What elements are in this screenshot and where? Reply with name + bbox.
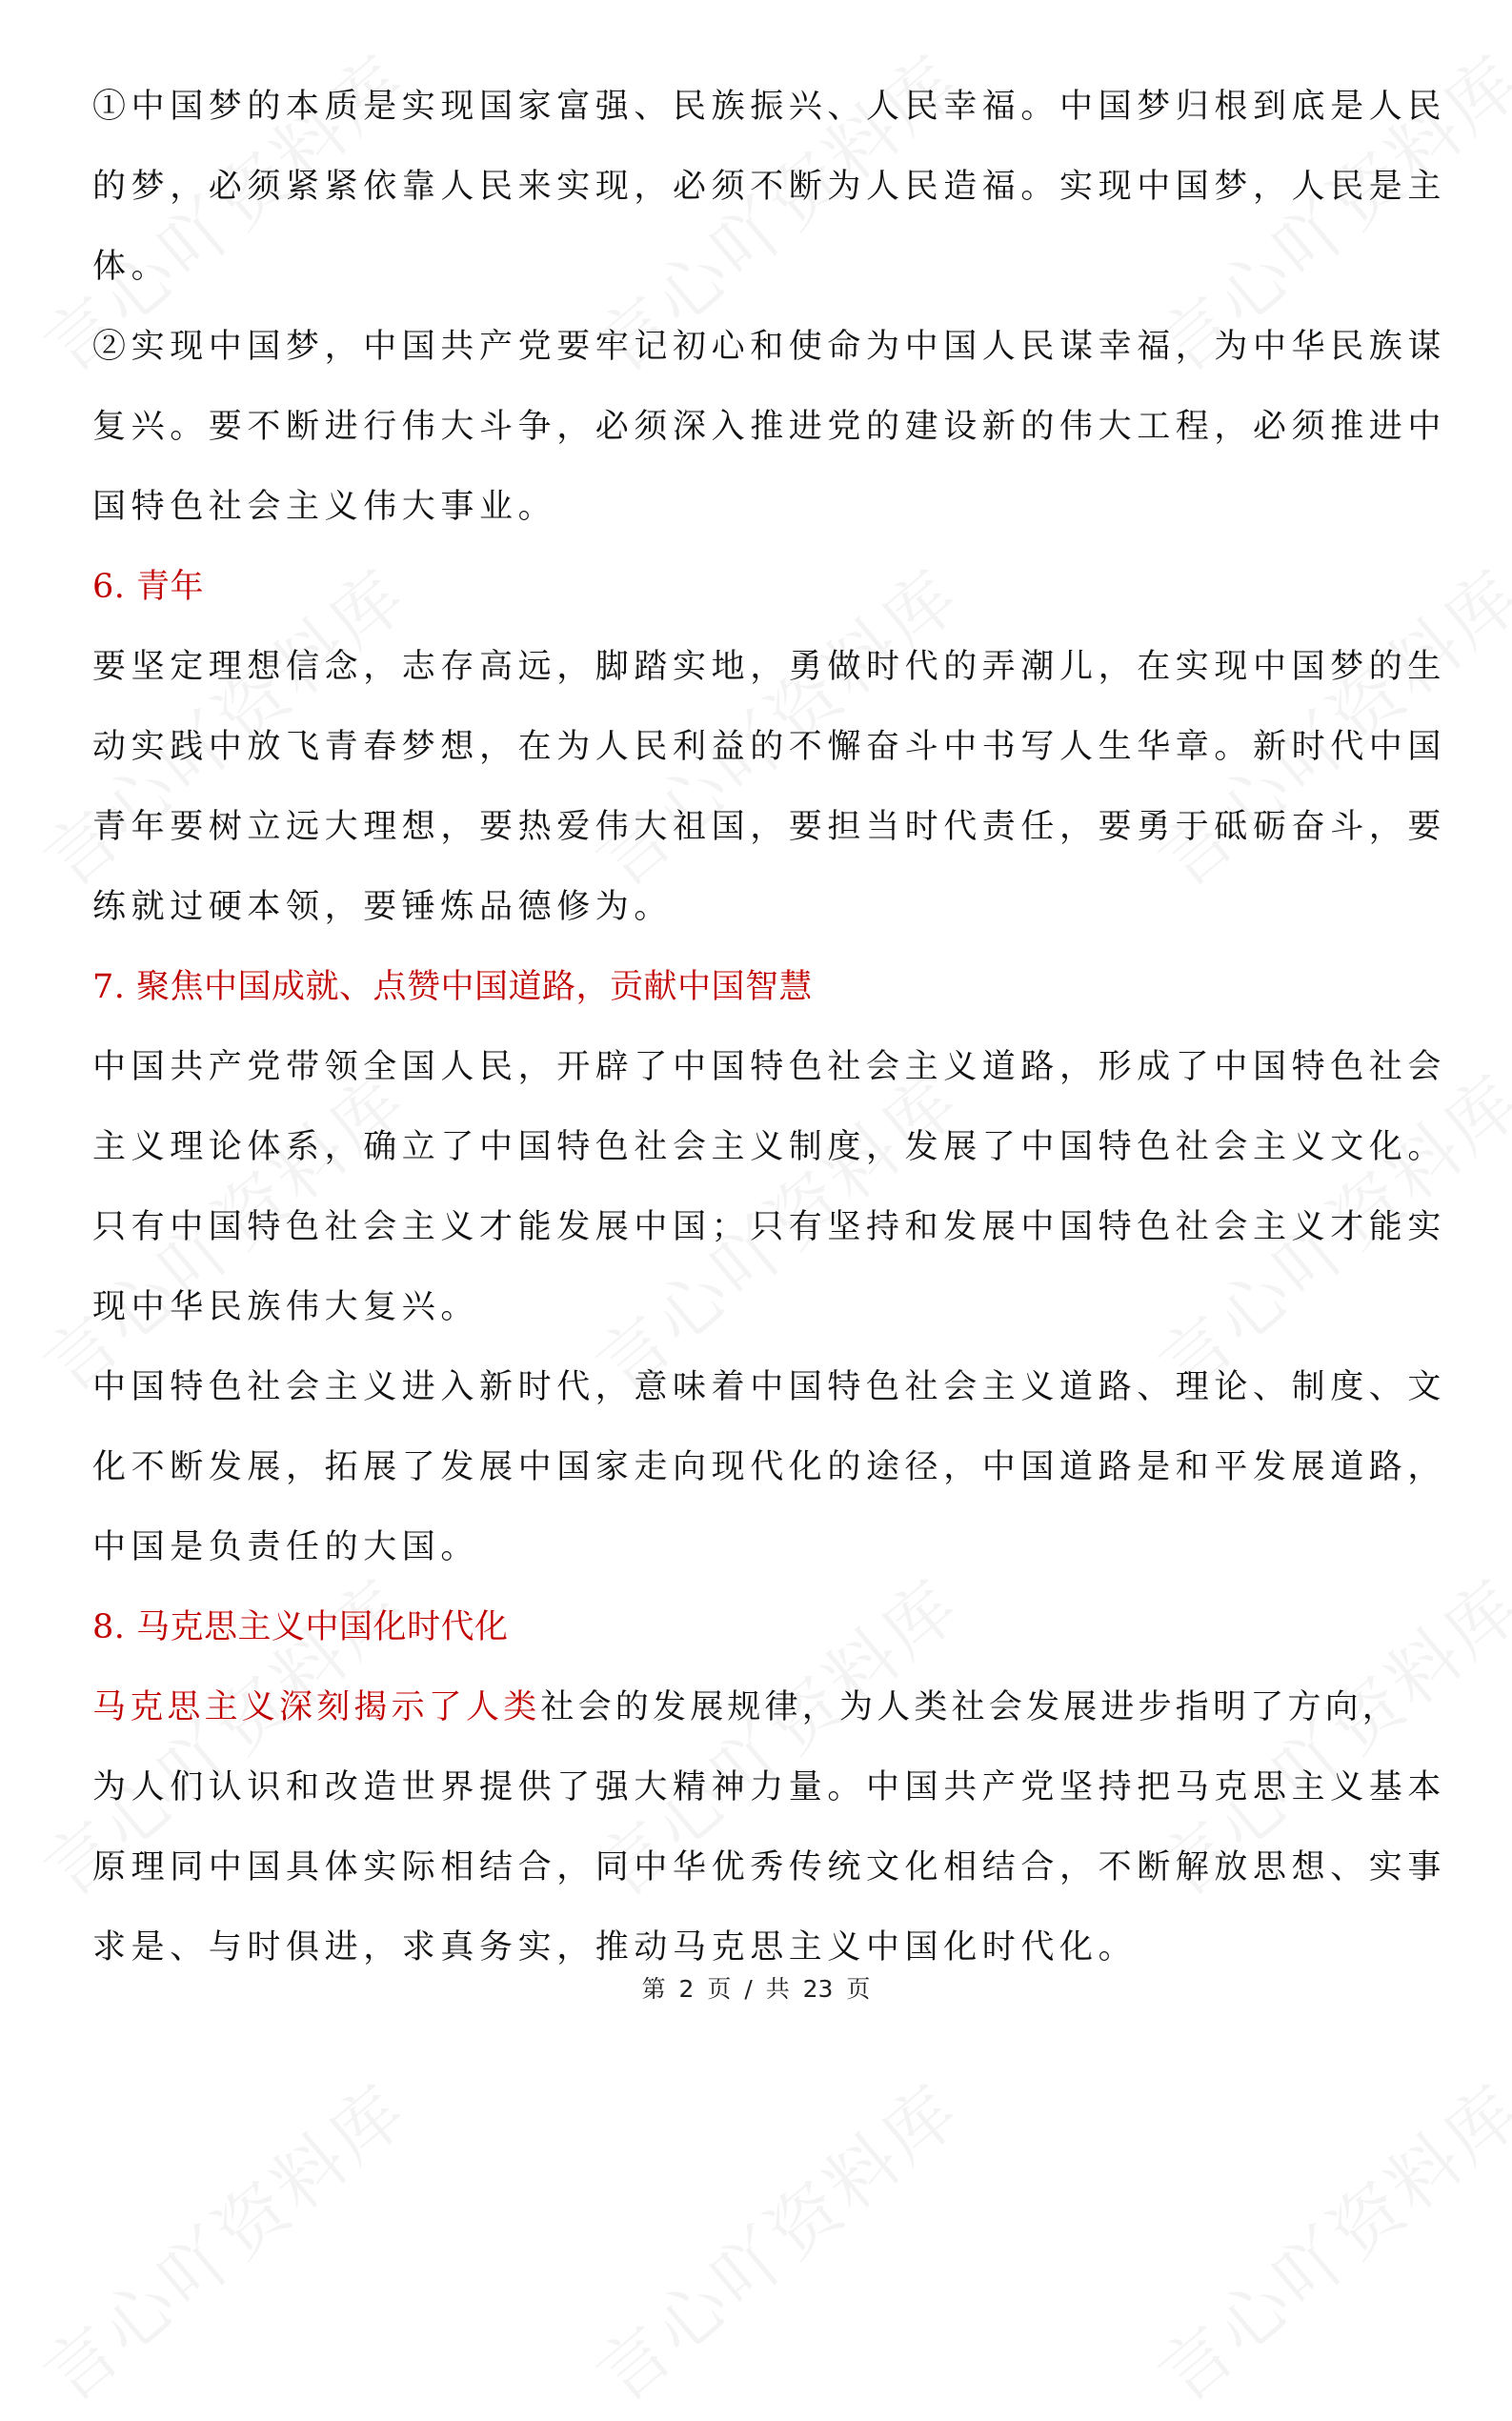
text-line: 中国是负责任的大国。 [92,1528,480,1566]
section-heading-marxism: 8. 马克思主义中国化时代化 [92,1608,509,1646]
document-page [92,67,1447,1987]
text-line: 中国特色社会主义进入新时代，意味着中国特色社会主义道路、理论、制度、文 [92,1368,1447,1406]
paragraph-new-era [92,1347,1447,1587]
text-line: 青年要树立远大理想，要热爱伟大祖国，要担当时代责任，要勇于砥砺奋斗，要 [92,808,1447,846]
paragraph-dream-essence [92,67,1447,307]
page-number-footer: 第 2 页 / 共 23 页 [641,1975,871,2003]
watermark-text [19,2057,426,2421]
text-line: 中国共产党带领全国人民，开辟了中国特色社会主义道路，形成了中国特色社会 [92,1048,1447,1086]
paragraph-dream-party [92,307,1447,547]
section-heading-china-achievements: 7. 聚焦中国成就、点赞中国道路，贡献中国智慧 [92,968,814,1006]
text-line [92,1667,1424,1747]
paragraph-marxism [92,1667,1447,1987]
text-line: 只有中国特色社会主义才能发展中国；只有坚持和发展中国特色社会主义才能实 [92,1208,1447,1246]
section-heading-youth: 6. 青年 [92,568,205,606]
watermark-text [572,2057,978,2421]
watermark-text [1134,2057,1512,2421]
text-line: 复兴。要不断进行伟大斗争，必须深入推进党的建设新的伟大工程，必须推进中 [92,408,1447,446]
text-line: 的梦，必须紧紧依靠人民来实现，必须不断为人民造福。实现中国梦，人民是主 [92,168,1447,206]
text-line: 为人们认识和改造世界提供了强大精神力量。中国共产党坚持把马克思主义基本 [92,1768,1447,1806]
text-line: 求是、与时俱进，求真务实，推动马克思主义中国化时代化。 [92,1928,1138,1967]
paragraph-youth [92,627,1447,947]
text-segment: 社会的发展规律，为人类社会发展进步指明了方向， [540,1688,1401,1726]
highlighted-text: 马克思主义深刻揭示了人类 [92,1688,541,1726]
text-line: ①中国梦的本质是实现国家富强、民族振兴、人民幸福。中国梦归根到底是人民 [92,88,1447,126]
text-line: 原理同中国具体实际相结合，同中华优秀传统文化相结合，不断解放思想、实事 [92,1848,1447,1886]
text-line: 要坚定理想信念，志存高远，脚踏实地，勇做时代的弄潮儿，在实现中国梦的生 [92,648,1447,686]
text-line: 主义理论体系，确立了中国特色社会主义制度，发展了中国特色社会主义文化。 [92,1128,1447,1166]
text-line: 练就过硬本领，要锤炼品德修为。 [92,888,674,926]
text-line: 化不断发展，拓展了发展中国家走向现代化的途径，中国道路是和平发展道路， [92,1448,1447,1486]
text-line: 现中华民族伟大复兴。 [92,1288,480,1326]
text-line: 体。 [92,248,171,286]
text-line: ②实现中国梦，中国共产党要牢记初心和使命为中国人民谋幸福，为中华民族谋 [92,328,1447,366]
text-line: 国特色社会主义伟大事业。 [92,488,557,526]
text-line: 动实践中放飞青春梦想，在为人民利益的不懈奋斗中书写人生华章。新时代中国 [92,728,1447,766]
paragraph-china-road [92,1027,1447,1347]
